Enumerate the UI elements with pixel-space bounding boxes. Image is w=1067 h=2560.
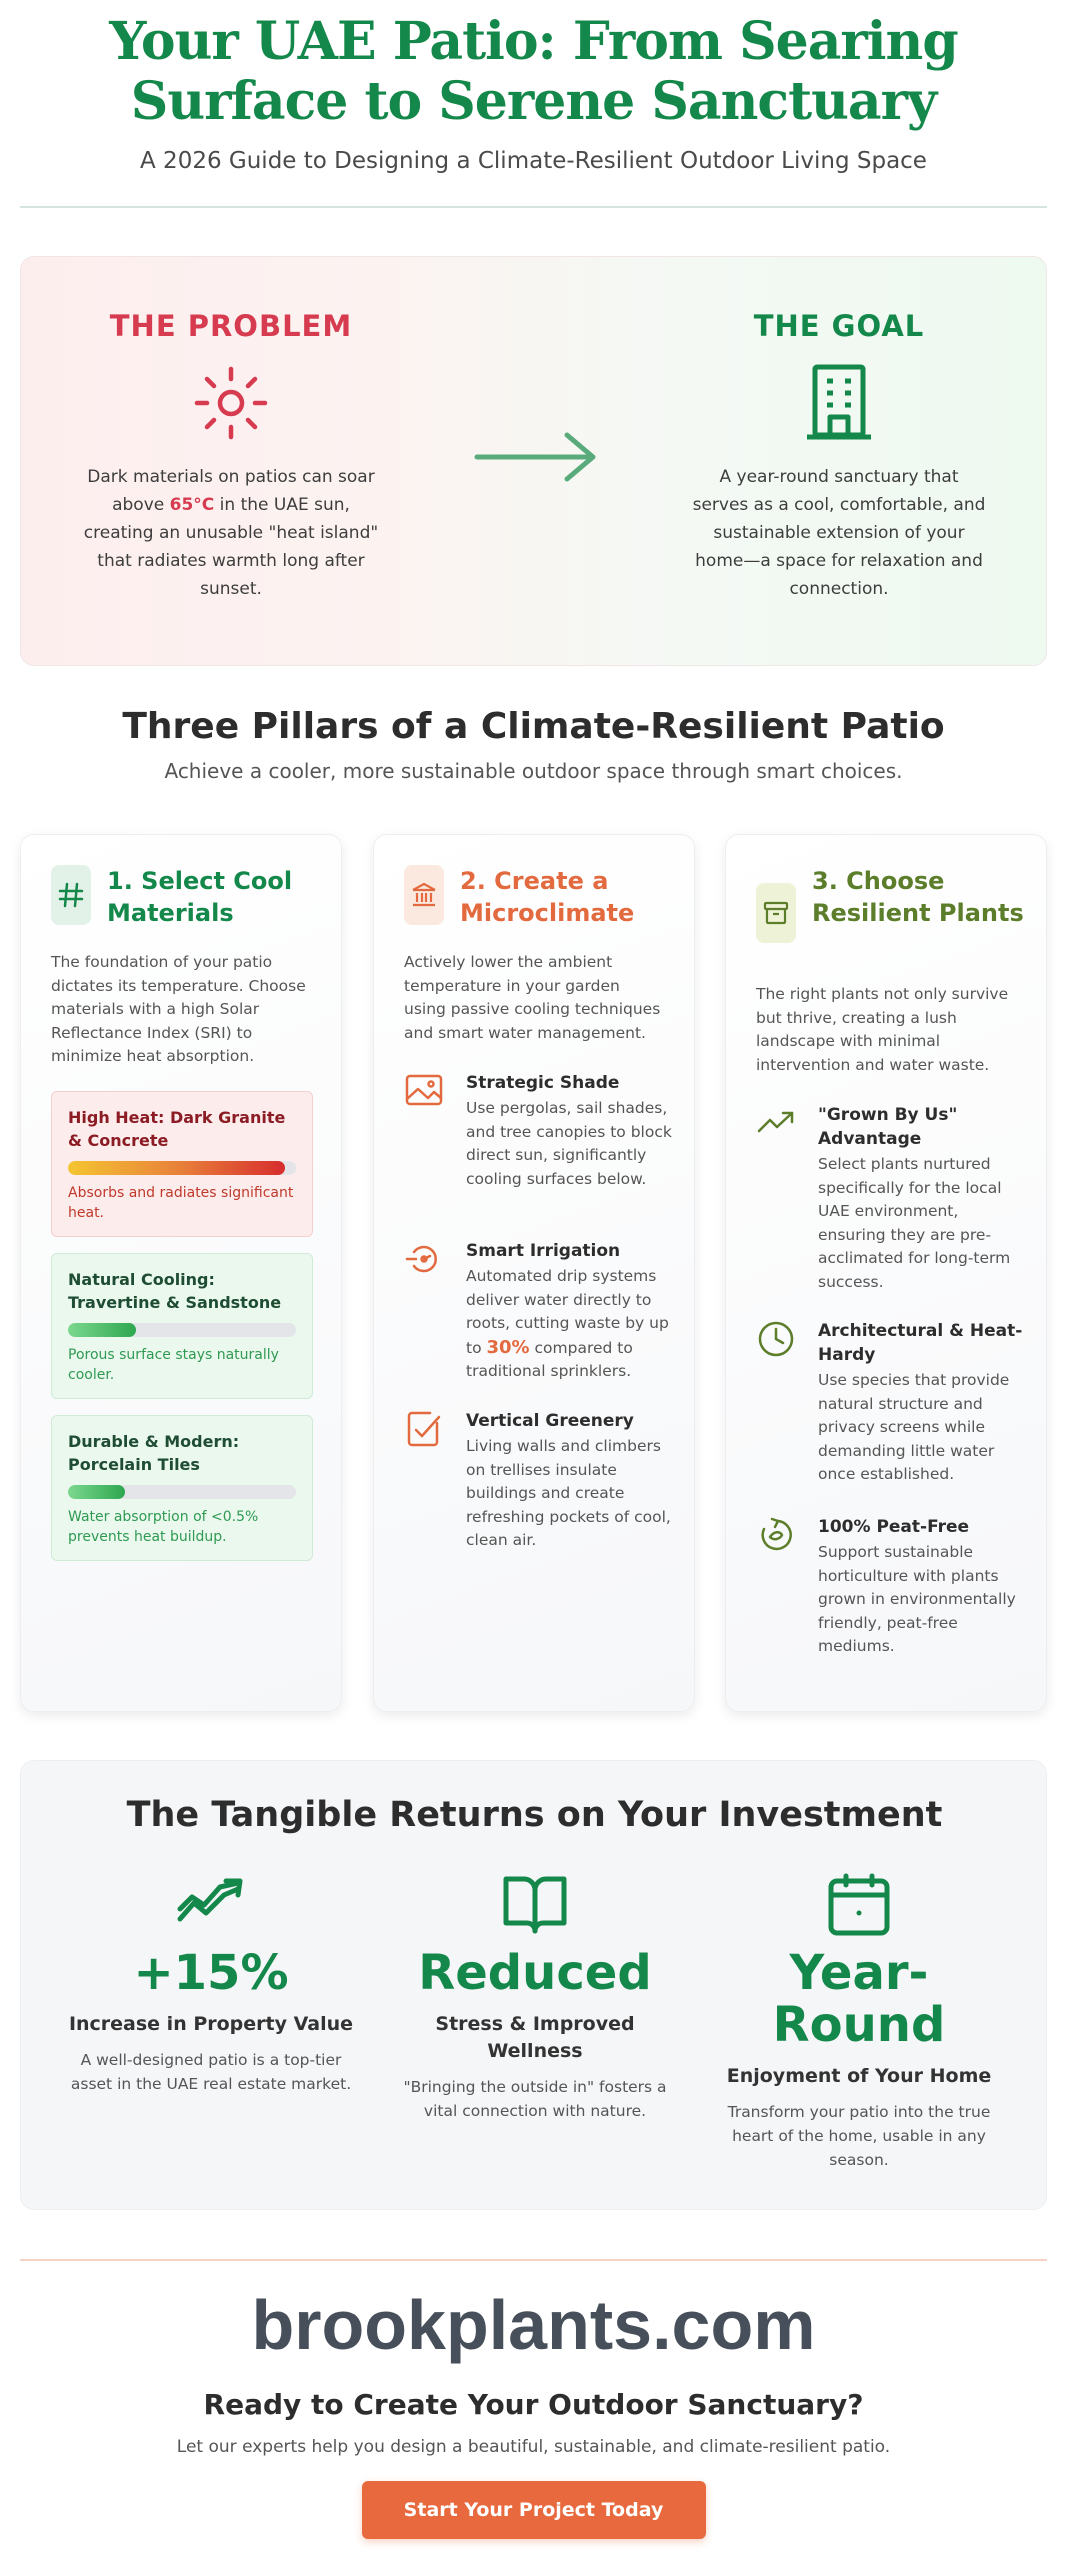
feature-text: Select plants nurtured specifically for the local UAE environment, ensuring they are pre-acclimated for long-term success.	[818, 1155, 1011, 1291]
feature-title: Vertical Greenery	[466, 1411, 634, 1431]
page-title: Your UAE Patio: From Searing Surface to Serene Sanctuary	[109, 11, 958, 132]
problem-temperature: 65°C	[169, 495, 215, 515]
heat-bar-fill	[68, 1485, 125, 1499]
return-text: Transform your patio into the true heart of the home, usable in any season.	[727, 2103, 991, 2169]
problem-column	[81, 309, 381, 603]
material-note: Absorbs and radiates significant heat.	[68, 1185, 294, 1221]
clock-icon	[756, 1319, 800, 1359]
material-title: Natural Cooling: Travertine & Sandstone	[68, 1270, 282, 1312]
pillar-card-microclimate	[373, 834, 695, 1712]
return-label: Enjoyment of Your Home	[726, 2065, 992, 2087]
feature-peat-free	[756, 1515, 1024, 1659]
pillar-header	[51, 865, 321, 929]
feature-text: Use species that provide natural structure and privacy screens while demanding little water once established.	[818, 1371, 1010, 1483]
feature-vertical-greenery	[404, 1409, 672, 1553]
problem-text: Dark materials on patios can soar above 65°C in the UAE sun, creating an unusable "heat island" that radiates warmth long after sunset.	[83, 467, 379, 599]
page-header	[0, 0, 1067, 174]
returns-title: The Tangible Returns on Your Investment	[126, 1795, 943, 1835]
recycle-icon	[756, 1515, 800, 1555]
image-icon	[404, 1071, 448, 1111]
building-icon	[797, 361, 881, 445]
feature-text: Use pergolas, sail shades, and tree canopies to block direct sun, significantly cooling surfaces below.	[466, 1099, 672, 1188]
material-note: Porous surface stays naturally cooler.	[68, 1347, 279, 1383]
pillars-subtitle: Achieve a cooler, more sustainable outdoor space through smart choices.	[164, 759, 903, 783]
pillar-title: 1. Select Cool Materials	[107, 867, 293, 927]
cta-text: Let our experts help you design a beautiful, sustainable, and climate-resilient patio.	[176, 2437, 891, 2457]
feature-grown-by-us	[756, 1103, 1024, 1294]
check-leaf-icon	[404, 1409, 448, 1449]
heat-bar	[68, 1485, 296, 1499]
header-divider	[20, 206, 1047, 208]
feature-title: Smart Irrigation	[466, 1241, 621, 1261]
feature-text: Living walls and climbers on trellises insulate buildings and create refreshing pockets of cool, clean air.	[466, 1437, 671, 1549]
feature-title: Architectural & Heat-Hardy	[818, 1321, 1023, 1365]
pillar-card-plants	[725, 834, 1047, 1712]
return-label: Stress & Improved Wellness	[435, 2013, 635, 2062]
problem-goal-panel	[20, 256, 1047, 666]
sun-icon	[189, 361, 273, 445]
columns-icon	[404, 865, 444, 925]
material-title: High Heat: Dark Granite & Concrete	[68, 1108, 286, 1150]
heat-bar	[68, 1161, 296, 1175]
return-text: "Bringing the outside in" fosters a vital connection with nature.	[403, 2078, 667, 2120]
material-note: Water absorption of <0.5% prevents heat buildup.	[68, 1509, 259, 1545]
footer-divider	[20, 2259, 1047, 2261]
pillar-description: Actively lower the ambient temperature in your garden using passive cooling techniques and smart water management.	[404, 953, 661, 1042]
material-card-dark-granite	[51, 1091, 313, 1237]
return-value: Reduced	[418, 1945, 652, 2001]
feature-title: "Grown By Us" Advantage	[818, 1105, 958, 1149]
material-card-porcelain	[51, 1415, 313, 1561]
pillar-description: The right plants not only survive but thrive, creating a lush landscape with minimal intervention and water waste.	[756, 985, 1009, 1074]
return-value: +15%	[133, 1945, 289, 2001]
start-project-button[interactable]: Start Your Project Today	[362, 2481, 706, 2539]
return-property-value	[61, 1873, 361, 2096]
return-label: Increase in Property Value	[68, 2013, 354, 2035]
material-title: Durable & Modern: Porcelain Tiles	[68, 1432, 240, 1474]
hash-icon	[51, 865, 91, 925]
pillar-header	[756, 865, 1026, 943]
feature-title: Strategic Shade	[466, 1073, 620, 1093]
pillar-title: 3. Choose Resilient Plants	[812, 867, 1024, 927]
feature-strategic-shade	[404, 1071, 672, 1191]
feature-title: 100% Peat-Free	[818, 1517, 970, 1537]
arrow-right-icon	[471, 427, 601, 487]
pillars-title: Three Pillars of a Climate-Resilient Patio	[122, 706, 945, 747]
pillars-header	[0, 706, 1067, 783]
feature-text: Automated drip systems deliver water directly to roots, cutting waste by up to 30% compared to traditional sprinklers.	[466, 1267, 669, 1380]
pillar-header	[404, 865, 674, 929]
cta-title: Ready to Create Your Outdoor Sanctuary?	[203, 2388, 864, 2421]
return-text: A well-designed patio is a top-tier asset in the UAE real estate market.	[70, 2051, 352, 2093]
pillar-card-materials	[20, 834, 342, 1712]
footer-cta	[0, 2280, 1067, 2539]
chart-up-icon	[176, 1873, 246, 1937]
returns-panel	[20, 1760, 1047, 2210]
goal-heading: THE GOAL	[753, 309, 925, 343]
feature-heat-hardy	[756, 1319, 1024, 1487]
brand-logo: brookplants.com	[251, 2286, 816, 2364]
water-savings-value: 30%	[486, 1336, 530, 1358]
heat-bar-fill	[68, 1161, 285, 1175]
problem-heading: THE PROBLEM	[109, 309, 353, 343]
pillar-title: 2. Create a Microclimate	[460, 867, 635, 927]
book-icon	[500, 1873, 570, 1937]
heat-bar-fill	[68, 1323, 136, 1337]
drip-icon	[404, 1239, 448, 1279]
material-card-travertine	[51, 1253, 313, 1399]
heat-bar	[68, 1323, 296, 1337]
feature-text: Support sustainable horticulture with plants grown in environmentally friendly, peat-free mediums.	[818, 1543, 1016, 1655]
return-year-round	[709, 1873, 1009, 2172]
return-value: Year-Round	[772, 1945, 946, 2053]
pillar-description: The foundation of your patio dictates its temperature. Choose materials with a high Solar Reflectance Index (SRI) to minimize heat absorption.	[51, 953, 306, 1065]
page-subtitle: A 2026 Guide to Designing a Climate-Resilient Outdoor Living Space	[140, 148, 927, 174]
calendar-icon	[824, 1873, 894, 1937]
goal-text: A year-round sanctuary that serves as a cool, comfortable, and sustainable extension of your home—a space for relaxation and connection.	[692, 467, 986, 599]
goal-column	[689, 309, 989, 603]
return-wellness	[385, 1873, 685, 2123]
archive-icon	[756, 883, 796, 943]
trend-up-icon	[756, 1103, 800, 1143]
feature-smart-irrigation	[404, 1239, 672, 1384]
